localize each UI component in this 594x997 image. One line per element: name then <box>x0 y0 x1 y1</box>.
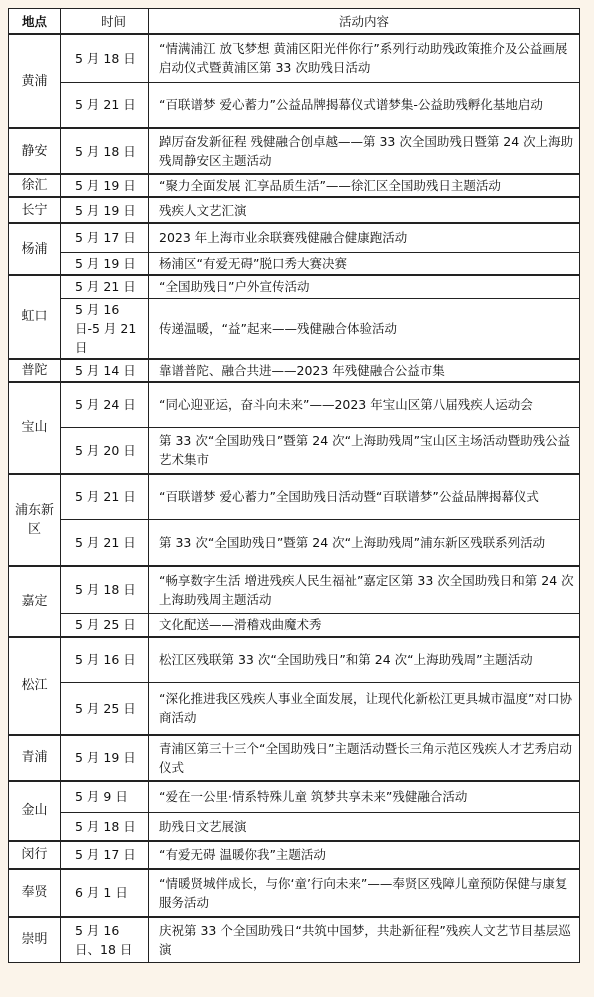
table-row <box>9 520 580 566</box>
table-row <box>9 128 580 174</box>
location-cell: 崇明 <box>9 917 61 963</box>
activity-cell: “百联谱梦 爱心蓄力”全国助残日活动暨“百联谱梦”公益品牌揭幕仪式 <box>149 474 580 520</box>
time-cell: 5 月 18 日 <box>61 813 149 841</box>
time-cell: 5 月 17 日 <box>61 841 149 869</box>
table-row <box>9 174 580 197</box>
table-row <box>9 869 580 917</box>
activity-cell: 传递温暖，“益”起来——残健融合体验活动 <box>149 298 580 359</box>
activity-cell: 第 33 次“全国助残日”暨第 24 次“上海助残周”浦东新区残联系列活动 <box>149 520 580 566</box>
activity-cell: “深化推进我区残疾人事业全面发展，让现代化新松江更具城市温度”对口协商活动 <box>149 683 580 735</box>
activity-cell: 庆祝第 33 个全国助残日“共筑中国梦，共赴新征程”残疾人文艺节目基层巡演 <box>149 917 580 963</box>
activity-cell: “聚力全面发展 汇享品质生活”——徐汇区全国助残日主题活动 <box>149 174 580 197</box>
table-row <box>9 917 580 963</box>
activity-cell: “有爱无碍 温暖你我”主题活动 <box>149 841 580 869</box>
time-cell: 5 月 16 日、18 日 <box>61 917 149 963</box>
time-cell: 5 月 21 日 <box>61 520 149 566</box>
activity-cell: 残疾人文艺汇演 <box>149 197 580 223</box>
header-location: 地点 <box>9 9 61 35</box>
table-row <box>9 735 580 781</box>
time-cell: 5 月 21 日 <box>61 275 149 298</box>
time-cell: 5 月 19 日 <box>61 735 149 781</box>
time-cell: 5 月 19 日 <box>61 252 149 275</box>
table-row <box>9 223 580 252</box>
location-cell: 虹口 <box>9 275 61 359</box>
time-cell: 5 月 25 日 <box>61 614 149 637</box>
activity-cell: “畅享数字生活 增进残疾人民生福祉”嘉定区第 33 次全国助残日和第 24 次上海助残周主题活动 <box>149 566 580 614</box>
location-cell: 闵行 <box>9 841 61 869</box>
activity-cell: 助残日文艺展演 <box>149 813 580 841</box>
table-header-row <box>9 9 580 35</box>
table-row <box>9 781 580 813</box>
activity-cell: 松江区残联第 33 次“全国助残日”和第 24 次“上海助残周”主题活动 <box>149 637 580 683</box>
location-cell: 奉贤 <box>9 869 61 917</box>
activity-cell: 靠谱普陀、融合共进——2023 年残健融合公益市集 <box>149 359 580 382</box>
table-row <box>9 359 580 382</box>
activity-cell: “百联谱梦 爱心蓄力”公益品牌揭幕仪式谱梦集-公益助残孵化基地启动 <box>149 82 580 128</box>
table-row <box>9 813 580 841</box>
time-cell: 5 月 16 日 <box>61 637 149 683</box>
table-row <box>9 298 580 359</box>
location-cell: 普陀 <box>9 359 61 382</box>
table-row <box>9 428 580 474</box>
location-cell: 徐汇 <box>9 174 61 197</box>
table-row <box>9 614 580 637</box>
location-cell: 青浦 <box>9 735 61 781</box>
activity-cell: “爱在一公里·情系特殊儿童 筑梦共享未来”残健融合活动 <box>149 781 580 813</box>
time-cell: 5 月 16 日-5 月 21 日 <box>61 298 149 359</box>
activity-cell: “全国助残日”户外宣传活动 <box>149 275 580 298</box>
time-cell: 5 月 21 日 <box>61 82 149 128</box>
activity-cell: 2023 年上海市业余联赛残健融合健康跑活动 <box>149 223 580 252</box>
table-row <box>9 382 580 428</box>
location-cell: 嘉定 <box>9 566 61 637</box>
time-cell: 5 月 18 日 <box>61 128 149 174</box>
location-cell: 松江 <box>9 637 61 735</box>
location-cell: 长宁 <box>9 197 61 223</box>
time-cell: 5 月 19 日 <box>61 197 149 223</box>
activity-cell: 青浦区第三十三个“全国助残日”主题活动暨长三角示范区残疾人才艺秀启动仪式 <box>149 735 580 781</box>
activity-cell: “情暖贤城伴成长，与你‘童’行向未来”——奉贤区残障儿童预防保健与康复服务活动 <box>149 869 580 917</box>
header-time: 时间 <box>61 9 149 35</box>
time-cell: 5 月 19 日 <box>61 174 149 197</box>
time-cell: 5 月 18 日 <box>61 34 149 82</box>
activity-cell: 杨浦区“有爱无碍”脱口秀大赛决赛 <box>149 252 580 275</box>
activity-cell: 第 33 次“全国助残日”暨第 24 次“上海助残周”宝山区主场活动暨助残公益艺术集市 <box>149 428 580 474</box>
time-cell: 5 月 21 日 <box>61 474 149 520</box>
time-cell: 5 月 17 日 <box>61 223 149 252</box>
table-row <box>9 34 580 82</box>
header-activity: 活动内容 <box>149 9 580 35</box>
location-cell: 杨浦 <box>9 223 61 275</box>
table-row <box>9 566 580 614</box>
location-cell: 宝山 <box>9 382 61 474</box>
time-cell: 5 月 9 日 <box>61 781 149 813</box>
time-cell: 5 月 14 日 <box>61 359 149 382</box>
schedule-table-container <box>8 8 580 963</box>
table-row <box>9 474 580 520</box>
time-cell: 5 月 25 日 <box>61 683 149 735</box>
activity-cell: 踔厉奋发新征程 残健融合创卓越——第 33 次全国助残日暨第 24 次上海助残周静安区主题活动 <box>149 128 580 174</box>
activity-cell: “情满浦江 放飞梦想 黄浦区阳光伴你行”系列行动助残政策推介及公益画展启动仪式暨黄浦区第 33 次助残日活动 <box>149 34 580 82</box>
location-cell: 静安 <box>9 128 61 174</box>
location-cell: 浦东新区 <box>9 474 61 566</box>
location-cell: 黄浦 <box>9 34 61 128</box>
table-row <box>9 275 580 298</box>
table-row <box>9 841 580 869</box>
table-row <box>9 683 580 735</box>
activity-schedule-table <box>8 8 580 963</box>
time-cell: 5 月 18 日 <box>61 566 149 614</box>
table-row <box>9 82 580 128</box>
activity-cell: 文化配送——滑稽戏曲魔术秀 <box>149 614 580 637</box>
table-row <box>9 252 580 275</box>
table-row <box>9 197 580 223</box>
time-cell: 6 月 1 日 <box>61 869 149 917</box>
table-body <box>9 34 580 963</box>
table-row <box>9 637 580 683</box>
time-cell: 5 月 24 日 <box>61 382 149 428</box>
location-cell: 金山 <box>9 781 61 841</box>
activity-cell: “同心迎亚运，奋斗向未来”——2023 年宝山区第八届残疾人运动会 <box>149 382 580 428</box>
time-cell: 5 月 20 日 <box>61 428 149 474</box>
